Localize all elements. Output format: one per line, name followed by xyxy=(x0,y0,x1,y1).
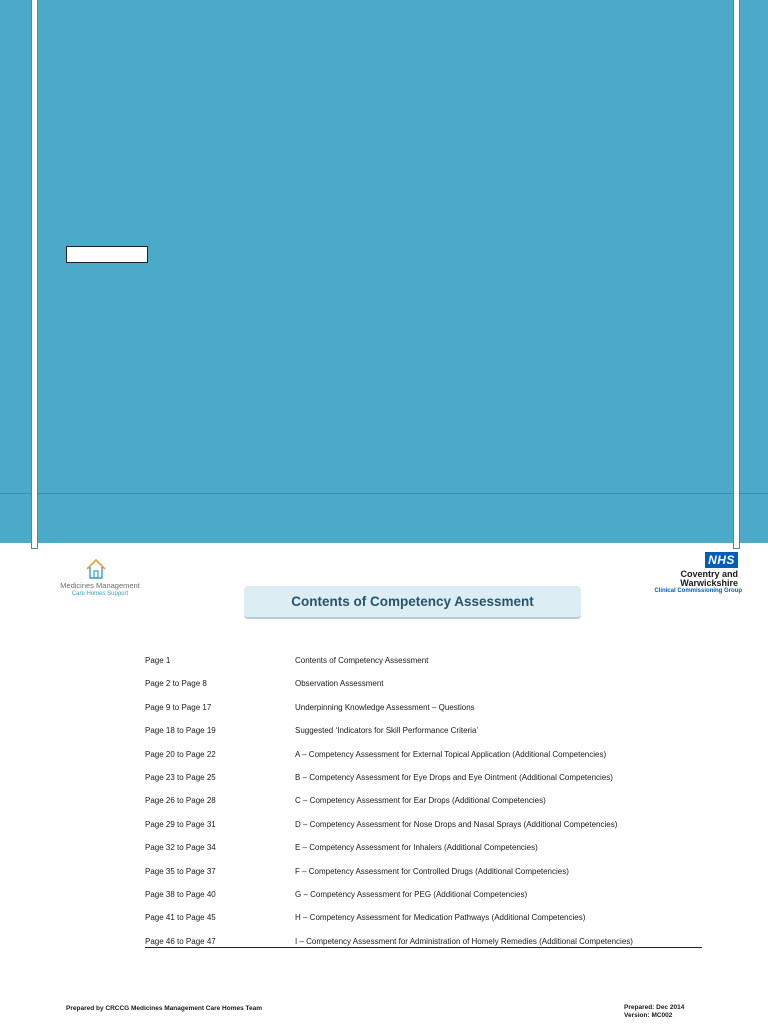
section-title: E – Competency Assessment for Inhalers (Additional Competencies) xyxy=(295,843,538,853)
footer-version: Version: MC002 xyxy=(624,1012,673,1019)
section-title: Suggested ‘Indicators for Skill Performance Criteria’ xyxy=(295,726,479,736)
cover-divider xyxy=(0,493,768,494)
table-row xyxy=(145,769,702,792)
page-range: Page 35 to Page 37 xyxy=(145,866,216,876)
table-row xyxy=(145,863,702,886)
logo-title: Medicines Management xyxy=(60,581,140,590)
page-range: Page 29 to Page 31 xyxy=(145,819,216,829)
table-row xyxy=(145,652,702,675)
footer-prepared-by: Prepared by CRCCG Medicines Management Care Homes Team xyxy=(66,1005,263,1012)
nhs-org-line2: Warwickshire xyxy=(680,578,738,588)
page-range: Page 2 to Page 8 xyxy=(145,679,207,689)
nhs-logo xyxy=(640,552,744,602)
footer-version-info xyxy=(624,1004,684,1020)
section-title: Underpinning Knowledge Assessment – Questions xyxy=(295,702,475,712)
footer-prepared-date: Prepared: Dec 2014 xyxy=(624,1004,685,1011)
table-row xyxy=(145,675,702,698)
cover-right-bar xyxy=(733,0,740,549)
nhs-badge: NHS xyxy=(705,552,738,568)
section-title: Contents of Competency Assessment xyxy=(295,656,429,665)
nhs-org-line3: Clinical Commissioning Group xyxy=(654,588,742,594)
page-range: Page 38 to Page 40 xyxy=(145,889,216,899)
page-range: Page 23 to Page 25 xyxy=(145,772,216,782)
section-title: D – Competency Assessment for Nose Drops and Nasal Sprays (Additional Competencies) xyxy=(295,819,618,829)
contents-table xyxy=(145,652,702,956)
contents-banner: Contents of Competency Assessment xyxy=(244,586,581,619)
table-row xyxy=(145,722,702,745)
section-title: H – Competency Assessment for Medication Pathways (Additional Competencies) xyxy=(295,913,586,923)
table-row xyxy=(145,746,702,769)
page-range: Page 32 to Page 34 xyxy=(145,843,216,853)
table-row xyxy=(145,909,702,932)
nhs-org-line1: Coventry and xyxy=(680,569,738,579)
section-title: G – Competency Assessment for PEG (Additional Competencies) xyxy=(295,889,528,899)
cover-left-bar xyxy=(31,0,38,549)
page-range: Page 41 to Page 45 xyxy=(145,913,216,923)
table-row xyxy=(145,839,702,862)
table-row xyxy=(145,933,702,956)
logo-subtitle: Care Homes Support xyxy=(71,591,129,597)
house-icon xyxy=(85,558,107,580)
table-row xyxy=(145,816,702,839)
table-row xyxy=(145,699,702,722)
section-title: Observation Assessment xyxy=(295,679,384,689)
page-range: Page 46 to Page 47 xyxy=(145,936,216,946)
page-range: Page 1 xyxy=(145,656,171,665)
table-row xyxy=(145,792,702,815)
page-range: Page 26 to Page 28 xyxy=(145,796,216,806)
page-range: Page 9 to Page 17 xyxy=(145,702,212,712)
contents-bottom-rule xyxy=(145,947,702,948)
medicines-management-logo xyxy=(50,558,150,602)
section-title: A – Competency Assessment for External Topical Application (Additional Competencies) xyxy=(295,749,607,759)
table-row xyxy=(145,886,702,909)
page-range: Page 20 to Page 22 xyxy=(145,749,216,759)
section-title: F – Competency Assessment for Controlled Drugs (Additional Competencies) xyxy=(295,866,569,876)
page-range: Page 18 to Page 19 xyxy=(145,726,216,736)
section-title: C – Competency Assessment for Ear Drops (Additional Competencies) xyxy=(295,796,546,806)
section-title: I – Competency Assessment for Administration of Homely Remedies (Additional Competencies) xyxy=(295,936,633,946)
section-title: B – Competency Assessment for Eye Drops and Eye Ointment (Additional Competencies) xyxy=(295,772,613,782)
cover-text-box xyxy=(66,246,148,263)
